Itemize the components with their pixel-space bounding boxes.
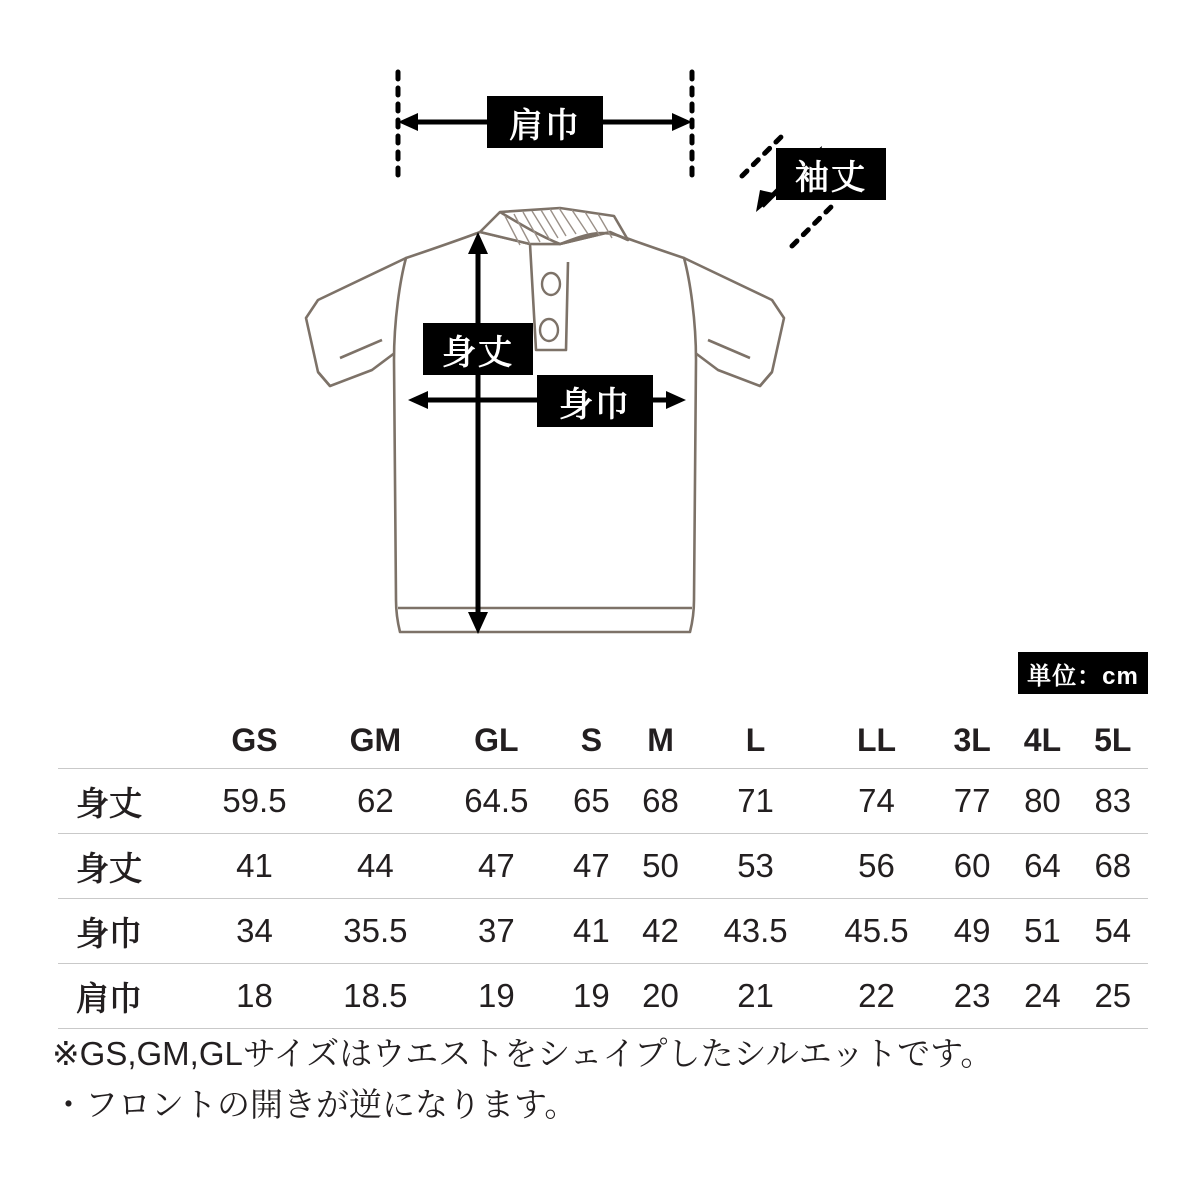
table-cell: 25 [1094, 977, 1132, 1014]
table-cell: 20 [642, 977, 679, 1014]
size-table-wrapper [58, 712, 1148, 1029]
row-label: 身巾 [76, 914, 142, 952]
table-row [58, 964, 1148, 1029]
table-cell: 64.5 [464, 782, 529, 819]
row-label: 身丈 [76, 849, 142, 887]
table-cell: 45.5 [844, 912, 909, 949]
label-body-length: 身丈 [423, 323, 533, 375]
table-cell: 44 [357, 847, 394, 884]
table-cell: 42 [642, 912, 679, 949]
table-cell: 74 [858, 782, 895, 819]
table-cell: 50 [642, 847, 679, 884]
table-cell: 41 [236, 847, 273, 884]
table-cell: 68 [1094, 847, 1132, 884]
table-cell: 49 [953, 912, 991, 949]
table-header-cell: 3L [937, 712, 1007, 769]
note-line: ・フロントの開きが逆になります。 [52, 1086, 578, 1124]
table-header-row [58, 712, 1148, 769]
table-row [58, 834, 1148, 899]
table-row [58, 769, 1148, 834]
table-header-cell: GS [194, 712, 315, 769]
table-cell: 47 [477, 847, 515, 884]
table-header-cell: L [695, 712, 816, 769]
table-cell: 80 [1024, 782, 1061, 819]
table-cell: 19 [573, 977, 610, 1014]
table-cell: 62 [357, 782, 394, 819]
notes-block [52, 1028, 1172, 1130]
table-cell: 34 [236, 912, 273, 949]
table-cell: 59.5 [222, 782, 287, 819]
table-cell: 51 [1024, 912, 1061, 949]
table-cell: 64 [1024, 847, 1061, 884]
table-cell: 60 [953, 847, 991, 884]
table-cell: 65 [573, 782, 610, 819]
table-cell: 23 [953, 977, 991, 1014]
table-cell: 53 [737, 847, 774, 884]
table-row [58, 899, 1148, 964]
size-table [58, 712, 1148, 1029]
table-cell: 19 [477, 977, 515, 1014]
table-header-cell: GL [436, 712, 557, 769]
table-cell: 71 [737, 782, 774, 819]
label-body-width: 身巾 [537, 375, 653, 427]
table-cell: 56 [858, 847, 895, 884]
label-sleeve-length: 袖丈 [776, 148, 886, 200]
table-cell: 21 [737, 977, 774, 1014]
row-label: 肩巾 [76, 979, 142, 1017]
table-header-cell: LL [816, 712, 937, 769]
label-unit: 単位：cm [1018, 652, 1148, 694]
table-cell: 47 [573, 847, 610, 884]
table-cell: 41 [573, 912, 610, 949]
table-cell: 22 [858, 977, 895, 1014]
table-header-cell: 4L [1007, 712, 1077, 769]
table-cell: 18 [236, 977, 273, 1014]
table-header-cell: GM [315, 712, 436, 769]
table-header-cell: M [626, 712, 695, 769]
row-label: 身丈 [76, 784, 142, 822]
table-cell: 68 [642, 782, 679, 819]
table-cell: 54 [1094, 912, 1132, 949]
table-cell: 18.5 [343, 977, 408, 1014]
table-cell: 35.5 [343, 912, 408, 949]
label-shoulder-width: 肩巾 [487, 96, 603, 148]
table-cell: 24 [1024, 977, 1061, 1014]
table-header-cell [58, 712, 194, 769]
note-line: ※GS,GM,GLサイズはウエストをシェイプしたシルエットです。 [52, 1035, 994, 1072]
table-cell: 77 [953, 782, 991, 819]
table-header-cell: S [557, 712, 626, 769]
table-cell: 43.5 [723, 912, 788, 949]
table-cell: 83 [1094, 782, 1132, 819]
table-cell: 37 [477, 912, 515, 949]
table-header-cell: 5L [1078, 712, 1148, 769]
